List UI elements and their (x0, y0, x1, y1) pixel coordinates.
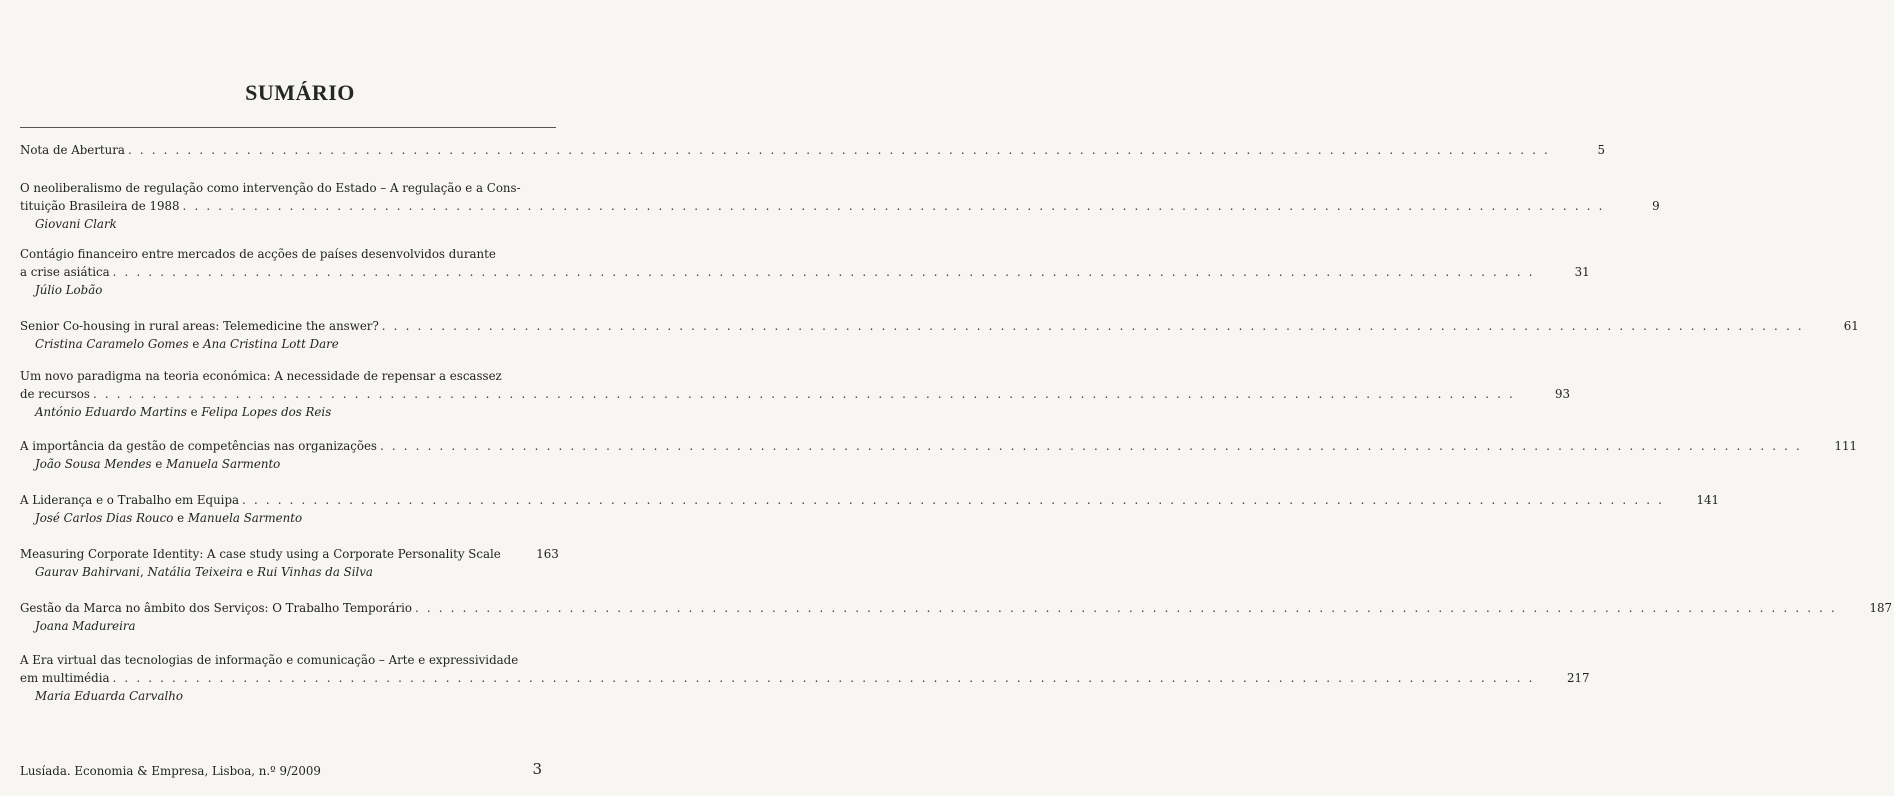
entry-title-last-line (20, 599, 1892, 617)
page-title: SUMÁRIO (245, 80, 355, 105)
entry-title: Senior Co-housing in rural areas: Telemedicine the answer? (20, 319, 379, 333)
dot-leader: . . . . . . . . . . . . . . . . . . . . . . . . . . . . . . . . . . . . . . . . . . . . . . . . . . . . . . . . . . . . . . . . . . . . . . . . . . . . . . . . . . . . . . . . . . . . . . . . . . . . . . . . . . . . . . . . . . . . . . . . (92, 387, 1515, 401)
entry-title-line: A Era virtual das tecnologias de informação e comunicação – Arte e expressividade (20, 653, 519, 667)
author-name: Gaurav Bahirvani (35, 565, 140, 579)
entry-page-number: 111 (1834, 439, 1858, 453)
entry-page-number: 141 (1696, 493, 1720, 507)
author-name: Maria Eduarda Carvalho (35, 689, 183, 703)
author-separator: e (173, 511, 188, 525)
entry-title: A Liderança e o Trabalho em Equipa (20, 493, 240, 507)
toc-entry[interactable] (20, 651, 1590, 705)
dot-leader: . . . . . . . . . . . . . . . . . . . . . . . . . . . . . . . . . . . . . . . . . . . . . . . . . . . . . . . . . . . . . . . . . . . . . . . . . . . . . . . . . . . . . . . . . . . . . . . . . . . . . . . . . . . . . . . . . . . . . . . . (414, 601, 1837, 615)
dot-leader: . . . . . . . . . . . . . . . . . . . . . . . . . . . . . . . . . . . . . . . . . . . . . . . . . . . . . . . . . . . . . . . . . . . . . . . . . . . . . . . . . . . . . . . . . . . . . . . . . . . . . . . . . . . . . . . . . . . . . . . . (242, 493, 1665, 507)
entry-title: a crise asiática (20, 265, 110, 279)
author-separator: e (242, 565, 258, 579)
toc-entry[interactable] (20, 599, 1892, 635)
toc-entry[interactable] (20, 545, 560, 581)
entry-title-last-line (20, 141, 1605, 159)
author-name: Manuela Sarmento (166, 457, 281, 471)
entry-title-line: Contágio financeiro entre mercados de acções de países desenvolvidos durante (20, 247, 496, 261)
author-separator: e (188, 337, 204, 351)
entry-title-line: O neoliberalismo de regulação como intervenção do Estado – A regulação e a Cons- (20, 181, 521, 195)
author-name: Joana Madureira (35, 619, 136, 633)
author-separator: e (151, 457, 167, 471)
author-name: Felipa Lopes dos Reis (201, 405, 332, 419)
entry-authors (20, 455, 560, 473)
author-name: António Eduardo Martins (35, 405, 187, 419)
author-separator: e (186, 405, 202, 419)
footer-citation: Lusíada. Economia & Empresa, Lisboa, n.º 9/2009 (20, 764, 321, 778)
toc-entry[interactable] (20, 179, 1660, 233)
entry-title: de recursos (20, 387, 90, 401)
entry-title-last-line (20, 437, 1858, 455)
toc-entry[interactable] (20, 245, 1590, 299)
entry-page-number: 61 (1843, 319, 1859, 333)
title-rule (20, 127, 556, 128)
dot-leader: . . . . . . . . . . . . . . . . . . . . . . . . . . . . . . . . . . . . . . . . . . . . . . . . . . . . . . . . . . . . . . . . . . . . . . . . . . . . . . . . . . . . . . . . . . . . . . . . . . . . . . . . . . . . . . . . . . . . . . . . (112, 265, 1535, 279)
entry-title: Gestão da Marca no âmbito dos Serviços: O Trabalho Temporário (20, 601, 412, 615)
author-name: Cristina Caramelo Gomes (35, 337, 189, 351)
entry-title-last-line (20, 491, 1720, 509)
author-name: José Carlos Dias Rouco (35, 511, 174, 525)
entry-title-last-line (20, 385, 1570, 403)
entry-title: tituição Brasileira de 1988 (20, 199, 180, 213)
entry-title: A importância da gestão de competências nas organizações (20, 439, 377, 453)
entry-authors (20, 509, 560, 527)
entry-page-number: 93 (1554, 387, 1570, 401)
entry-authors (20, 335, 560, 353)
entry-authors (20, 281, 560, 299)
author-name: João Sousa Mendes (35, 457, 152, 471)
author-separator: , (139, 565, 148, 579)
footer-page-number: 3 (532, 760, 542, 778)
entry-authors (20, 687, 560, 705)
toc-entry[interactable] (20, 367, 1570, 421)
entry-title-last-line (20, 317, 1859, 335)
entry-page-number: 5 (1597, 143, 1605, 157)
entry-authors (20, 563, 560, 581)
author-name: Rui Vinhas da Silva (257, 565, 373, 579)
entry-page-number: 163 (536, 547, 559, 561)
entry-title-last-line (20, 545, 560, 563)
entry-title-last-line (20, 669, 1590, 687)
entry-page-number: 9 (1652, 199, 1660, 213)
dot-leader: . . . . . . . . . . . . . . . . . . . . . . . . . . . . . . . . . . . . . . . . . . . . . . . . . . . . . . . . . . . . . . . . . . . . . . . . . . . . . . . . . . . . . . . . . . . . . . . . . . . . . . . . . . . . . . . . . . . . . . . . (182, 199, 1605, 213)
entry-page-number: 217 (1567, 671, 1590, 685)
toc-entry[interactable] (20, 141, 1605, 159)
entry-title-last-line (20, 263, 1590, 281)
author-name: Natália Teixeira (147, 565, 243, 579)
entry-authors (20, 617, 560, 635)
entry-title-line: Um novo paradigma na teoria económica: A necessidade de repensar a escassez (20, 369, 502, 383)
toc-entry[interactable] (20, 491, 1720, 527)
entry-page-number: 31 (1574, 265, 1590, 279)
toc-entry[interactable] (20, 317, 1859, 353)
entry-authors (20, 403, 560, 421)
author-name: Ana Cristina Lott Dare (203, 337, 339, 351)
dot-leader: . . . . . . . . . . . . . . . . . . . . . . . . . . . . . . . . . . . . . . . . . . . . . . . . . . . . . . . . . . . . . . . . . . . . . . . . . . . . . . . . . . . . . . . . . . . . . . . . . . . . . . . . . . . . . . . . . . . . . . . . (381, 319, 1804, 333)
entry-page-number: 187 (1869, 601, 1892, 615)
dot-leader: . . . . . . . . . . . . . . . . . . . . . . . . . . . . . . . . . . . . . . . . . . . . . . . . . . . . . . . . . . . . . . . . . . . . . . . . . . . . . . . . . . . . . . . . . . . . . . . . . . . . . . . . . . . . . . . . . . . . . . . . (379, 439, 1803, 453)
author-name: Giovani Clark (35, 217, 117, 231)
toc-entry[interactable] (20, 437, 1858, 473)
entry-title-last-line (20, 197, 1660, 215)
entry-title: Measuring Corporate Identity: A case study using a Corporate Personality Scale (20, 547, 501, 561)
entry-title: Nota de Abertura (20, 143, 125, 157)
author-name: Júlio Lobão (35, 283, 103, 297)
dot-leader: . . . . . . . . . . . . . . . . . . . . . . . . . . . . . . . . . . . . . . . . . . . . . . . . . . . . . . . . . . . . . . . . . . . . . . . . . . . . . . . . . . . . . . . . . . . . . . . . . . . . . . . . . . . . . . . . . . . . . . . . (112, 671, 1535, 685)
author-name: Manuela Sarmento (187, 511, 303, 525)
entry-authors (20, 215, 560, 233)
dot-leader: . . . . . . . . . . . . . . . . . . . . . . . . . . . . . . . . . . . . . . . . . . . . . . . . . . . . . . . . . . . . . . . . . . . . . . . . . . . . . . . . . . . . . . . . . . . . . . . . . . . . . . . . . . . . . . . . . . . . . . . . (127, 143, 1550, 157)
entry-title: em multimédia (20, 671, 110, 685)
